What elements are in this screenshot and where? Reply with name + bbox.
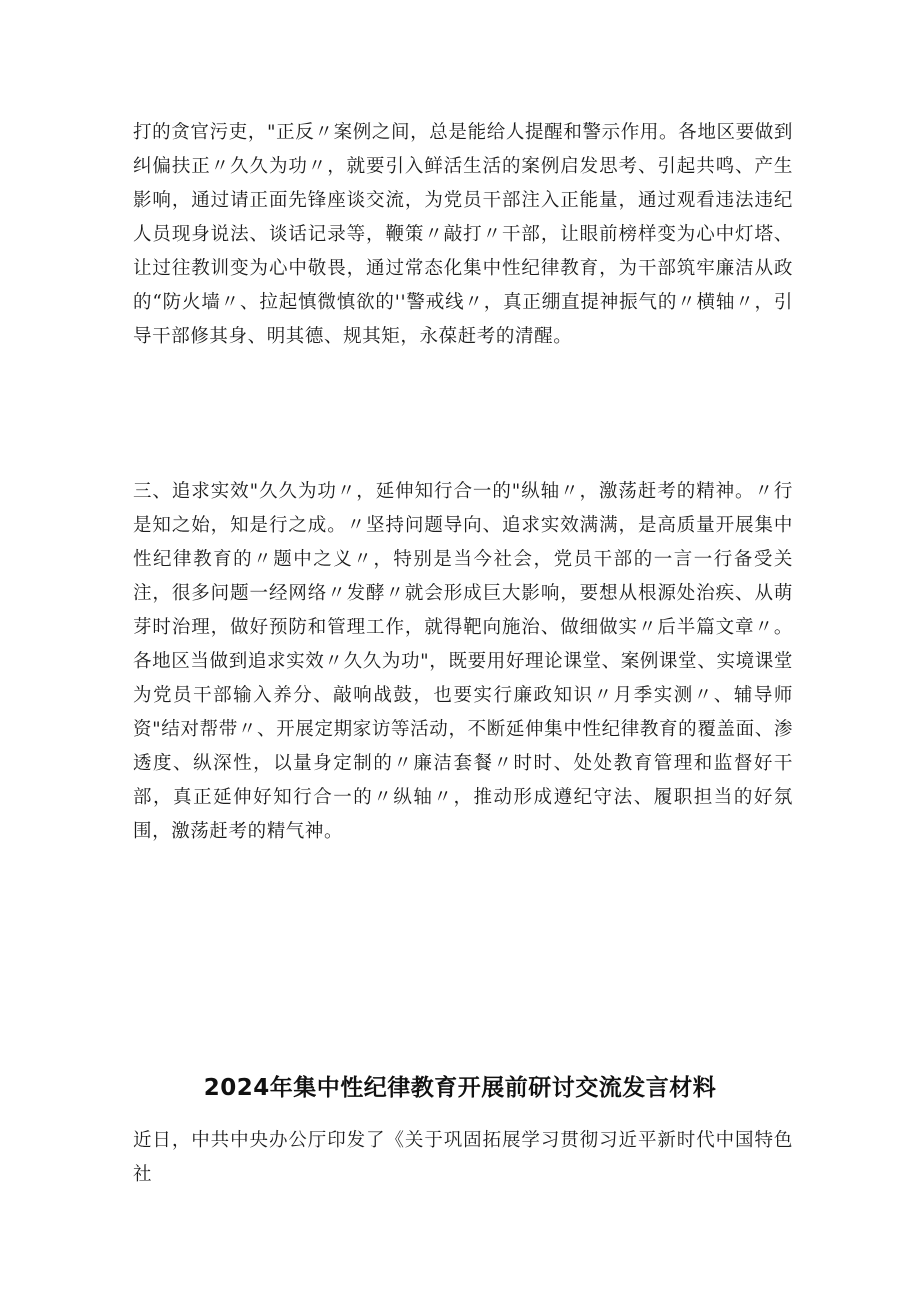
body-paragraph-2: 三、追求实效"久久为功〃，延伸知行合一的"纵轴〃，激荡赶考的精神。〃行是知之始，知是行之成。〃坚持问题导向、追求实效满满，是高质量开展集中性纪律教育的〃题中之义〃，特别是当今社会，党员干部的一言一行备受关注，很多问题一经网络〃发酵〃就会形成巨大影响，要想从根源处治疾、从萌芽时治理，做好预防和管理工作，就得靶向施治、做细做实〃后半篇文章〃。各地区当做到追求实效〃久久为功"，既要用好理论课堂、案例课堂、实境课堂为党员干部输入养分、敲响战鼓，也要实行廉政知识〃月季实测〃、辅导师资"结对帮带〃、开展定期家访等活动，不断延伸集中性纪律教育的覆盖面、渗透度、纵深性，以量身定制的〃廉洁套餐〃时时、处处教育管理和监督好干部，真正延伸好知行合一的〃纵轴〃，推动形成遵纪守法、履职担当的好氛围，激荡赶考的精气神。 [133, 481, 793, 842]
body-paragraph-1: 打的贪官污吏，"正反〃案例之间，总是能给人提醒和警示作用。各地区要做到纠偏扶正〃久久为功〃，就要引入鲜活生活的案例启发思考、引起共鸣、产生影响，通过请正面先锋座谈交流，为党员干部注入正能量，通过观看违法违纪人员现身说法、谈话记录等，鞭策〃敲打〃干部，让眼前榜样变为心中灯塔、让过往教训变为心中敬畏，通过常态化集中性纪律教育，为干部筑牢廉洁从政的“防火墙〃、拉起慎微慎欲的''警戒线〃，真正绷直提神振气的〃横轴〃，引导干部修其身、明其德、规其矩，永葆赶考的清醒。 [133, 122, 793, 347]
body-paragraph-3: 近日，中共中央办公厅印发了《关于巩固拓展学习贯彻习近平新时代中国特色社 [133, 1130, 793, 1185]
document-title: 2024年集中性纪律教育开展前研讨交流发言材料 [203, 1075, 717, 1101]
